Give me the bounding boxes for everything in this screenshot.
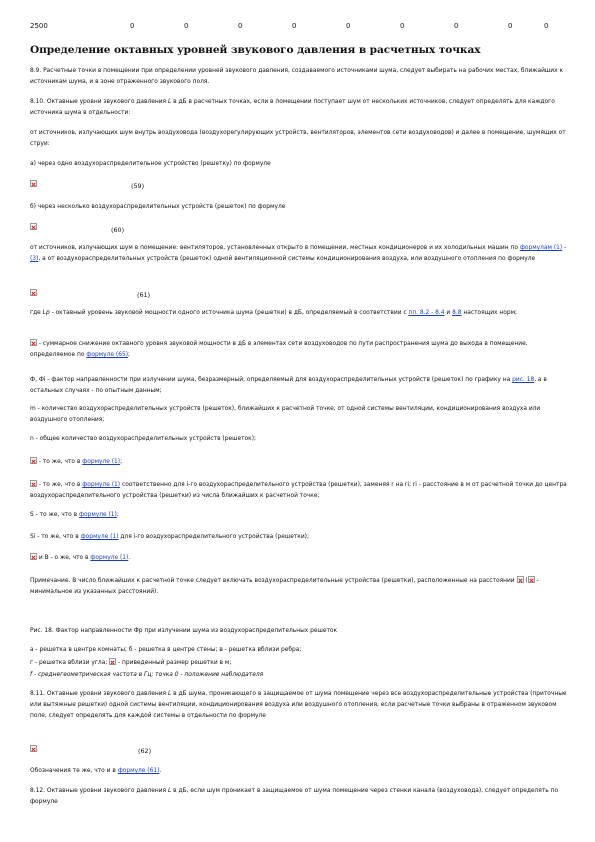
paragraph-same-1: - то же, что в формуле (1); — [30, 457, 570, 468]
paragraph-8-11: 8.11. Октавные уровни звукового давления L в дБ шума, проникающего в защищаемое от шума помещение через все воздухораспределительные устройства (приточные или вытяжные решетки) одной системы вентиляции, кондиционирования воздуха или воздушного отопления, если расчетные точки выбраны в отраженном звуковом поле, следует определять для каждой системы в отдельности по формуле — [30, 691, 567, 720]
table-cell: 0 — [346, 22, 351, 30]
paragraph-si: Si - то же, что в формуле (1) для i-го воздухораспределительного устройства (решетки); — [30, 534, 309, 540]
table-cell: 0 — [454, 22, 459, 30]
formula-image-icon — [30, 339, 37, 346]
paragraph-lp: где Lp - октавный уровень звуковой мощности одного источника шума (решетки) в дБ, определяемый в соответствии с пп. 8.2 - 8.4 и 8.8 настоящих норм; — [30, 310, 518, 316]
paragraph-sources: от источников, излучающих шум внутрь воздуховода (воздухорегулирующих устройств, вентиляторов, элементов сети воздуховодов) и далее в помещение, шумящих от струи: — [30, 130, 566, 148]
paragraph-8-9: 8.9. Расчетные точки в помещении при определении уровней звукового давления, создаваемого источниками шума, следует выбирать на рабочих местах, ближайших к источникам шума, и в зоне отраженного звукового поля. — [30, 68, 564, 86]
paragraph-s: S - то же, что в формуле (1); — [30, 512, 119, 518]
figure-legend-1: а - решетка в центре комнаты; б - решетка в центре стены; в - решетка вблизи ребра; — [30, 647, 302, 653]
figure-legend-2: г - решетка вблизи угла; - приведенный размер решетки в м; — [30, 660, 232, 666]
formula-image-icon — [30, 480, 37, 487]
figure-legend-3: f - среднегеометрическая частота в Гц; точка 0 - положение наблюдателя — [30, 672, 264, 678]
link-pp-8-2-8-4[interactable]: пп. 8.2 - 8.4 — [408, 310, 445, 316]
formula-image-icon — [109, 658, 116, 665]
equation-number: (59) — [131, 182, 145, 190]
paragraph-8-10: 8.10. Октавные уровни звукового давления L в дБ в расчетных точках, если в помещении поступает шум от нескольких источников, следует определять для каждого источника шума в отдельности: — [30, 99, 555, 117]
formula-image-icon — [30, 553, 37, 560]
link-formula-1[interactable]: формуле (1) — [80, 534, 119, 540]
paragraph-a: а) через одно воздухораспределительное устройство (решетку) по формуле — [30, 161, 271, 167]
paragraph-note: Примечание. В число ближайших к расчетной точке следует включать воздухораспределительные устройства (решетки), расположенные на расстоянии ( - минимальное из указанных расстояний). — [30, 578, 539, 596]
paragraph-room-sources: от источников, излучающих шум в помещение: вентиляторов, установленных открыто в помещении, местных кондиционеров и их холодильных машин по формулам (1) - (3), а от воздухораспределительных устройств (решеток) одной вентиляционной системы кондиционирования воздуха, или воздушного отопления по формуле — [30, 245, 567, 263]
link-formula-1[interactable]: формуле (1) — [82, 482, 121, 488]
figure-caption: Рис. 18. Фактор направленности Фр при излучении шума из воздухораспределительных решеток — [30, 628, 338, 634]
paragraph-notation: Обозначения те же, что и в формуле (61). — [30, 768, 162, 774]
table-cell: 0 — [544, 22, 549, 30]
formula-image-icon — [30, 223, 37, 230]
table-cell: 0 — [184, 22, 189, 30]
table-cell: 0 — [238, 22, 243, 30]
equation-number: (61) — [137, 291, 151, 299]
link-formula-61[interactable]: формуле (61) — [117, 768, 160, 774]
link-formula-65[interactable]: формуле (65) — [86, 352, 128, 359]
table-cell: 0 — [292, 22, 297, 30]
formula-image-icon — [30, 289, 37, 296]
link-formula-1[interactable]: формуле (1) — [90, 555, 129, 561]
equation-number: (60) — [111, 226, 125, 234]
table-cell: 0 — [400, 22, 405, 30]
table-cell: 0 — [508, 22, 513, 30]
link-fig-18[interactable]: рис. 18 — [512, 377, 535, 383]
link-formula-1[interactable]: формуле (1) — [78, 512, 117, 518]
table-row — [30, 22, 550, 34]
formula-image-icon — [517, 576, 524, 583]
link-formula-3[interactable]: (3) — [30, 256, 39, 263]
paragraph-b: б) через несколько воздухораспределительных устройств (решеток) по формуле — [30, 204, 286, 210]
paragraph-n: n - общее количество воздухораспределительных устройств (решеток); — [30, 436, 256, 442]
paragraph-same-2: - то же, что в формуле (1) соответственно для i-го воздухораспределительного устройства (решетки), заменяя r на ri; ri - расстояние в м от расчетной точки до центра воздухораспределительного устройства (решетки) из числа ближайших к расчетной точке; — [30, 482, 567, 500]
table-cell: 2500 — [30, 22, 48, 30]
formula-image-icon — [528, 576, 535, 583]
paragraph-phi: Ф, Фi - фактор направленности при излучении шума, безразмерный, определяемый для воздухораспределительных устройств (решеток) по графику на рис. 18, а в остальных случаях - по опытным данным; — [30, 377, 547, 395]
formula-image-icon — [30, 745, 37, 752]
paragraph-b-same: и B - о же, что в формуле (1). — [30, 553, 570, 564]
section-heading: Определение октавных уровней звукового давления в расчетных точках — [30, 44, 481, 56]
paragraph-delta-l: - суммарное снижение октавного уровня звуковой мощности в дБ в элементах сети воздуховодов по пути распространения шума до выхода в помещение, определяемое по формуле (65); — [30, 341, 528, 359]
link-formula-1[interactable]: формуле (1) — [82, 459, 121, 465]
formula-image-icon — [30, 457, 37, 464]
paragraph-8-12: 8.12. Октавные уровни звукового давления L в дБ, если шум проникает в защищаемое от шума помещение через стенки канала (воздуховода), следует определять по формуле — [30, 788, 559, 806]
link-8-8[interactable]: 8.8 — [452, 310, 462, 316]
paragraph-m: m - количество воздухораспределительных устройств (решеток), ближайших к расчетной точке, от одной системы вентиляции, кондиционирования воздуха или воздушного отопления; — [30, 406, 541, 424]
link-formula-1[interactable]: формулам (1) — [519, 245, 563, 251]
table-cell: 0 — [130, 22, 135, 30]
formula-image-icon — [30, 180, 37, 187]
equation-number: (62) — [138, 747, 152, 755]
